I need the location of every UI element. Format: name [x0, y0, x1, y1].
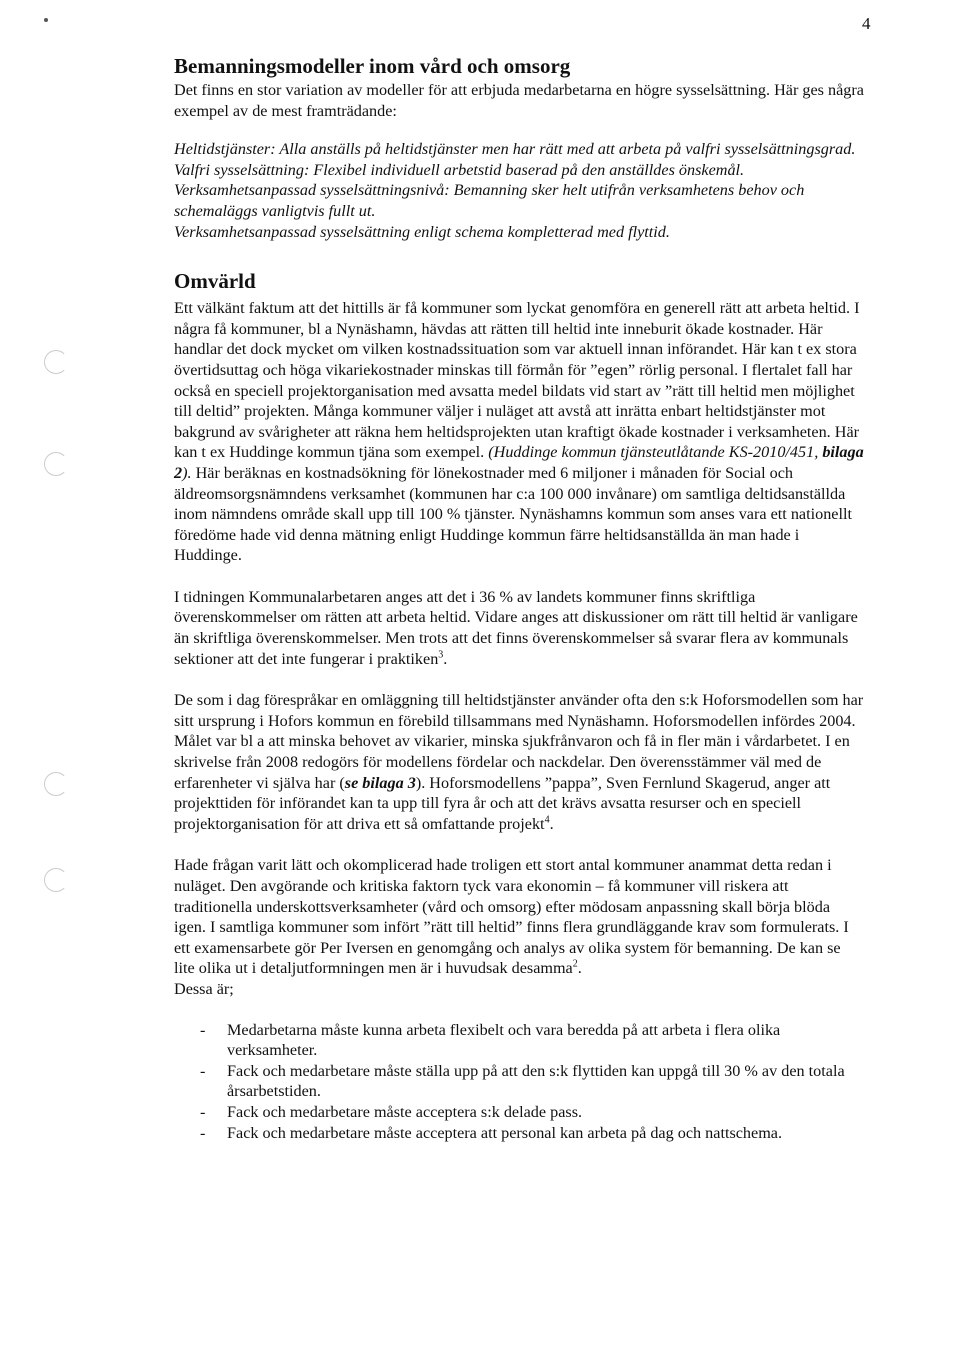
punch-hole-mark	[44, 772, 68, 796]
list-lead: Dessa är;	[174, 979, 234, 998]
paragraph-kommunalarbetaren: I tidningen Kommunalarbetaren anges att det i 36 % av landets kommuner finns skriftliga överenskommelser om rätten att arbeta heltid. Vidare anges att diskussioner om rätt till heltid är vanligare än skriftliga överenskommelser. Men trots att det finns överenskommelser så svarar flera av kommunals sektioner att det inte fungerar i praktiken$^3$.	[174, 587, 858, 668]
punch-hole-mark	[44, 452, 68, 476]
footnote-marker: 4	[544, 814, 550, 826]
model-item: Valfri sysselsättning: Flexibel individuell arbetstid baserad på den anställdes önskemål.	[174, 160, 745, 179]
model-list	[174, 139, 864, 242]
model-item: Verksamhetsanpassad sysselsättningsnivå: Bemanning sker helt utifrån verksamhetens behov och schemaläggs vanligtvis fullt ut.	[174, 181, 805, 220]
paragraph-krav: Hade frågan varit lätt och okomplicerad hade troligen ett stort antal kommuner anammat detta redan i nuläget. Den avgörande och kritiska faktorn tyck vara ekonomin – få kommuner vill riskera att traditionella underskottsverksamheter (vård och omsorg) efter mödosam anpassning skall börja blöda igen. I samtliga kommuner som infört ”rätt till heltid” finns flera grundläggande krav som formulerats. I ett examensarbete gör Per Iversen en genomgång och analys av olika system för bemanning. De kan se lite olika ut i detaljutformningen men är i huvudsak desamma$^2$. Dessa är;	[174, 856, 849, 998]
list-item: - Fack och medarbetare måste acceptera s:k delade pass.	[200, 1102, 583, 1121]
model-item: Verksamhetsanpassad sysselsättning enligt schema kompletterad med flyttid.	[174, 222, 670, 241]
reference-bilaga-3: se bilaga 3	[344, 773, 416, 792]
list-item: - Fack och medarbetare måste ställa upp på att den s:k flyttiden kan uppgå till 30 % av den totala årsarbetstiden.	[200, 1061, 845, 1101]
punch-hole-mark	[44, 350, 68, 374]
scan-speck	[44, 18, 48, 22]
section-heading-omvarld: Omvärld	[174, 269, 256, 294]
model-item: Heltidstjänster: Alla anställs på heltidstjänster men har rätt med att arbeta på valfri sysselsättningsgrad.	[174, 140, 856, 159]
list-item: - Medarbetarna måste kunna arbeta flexibelt och vara beredda på att arbeta i flera olika verksamheter.	[200, 1020, 781, 1060]
paragraph-hoforsmodellen: De som i dag förespråkar en omläggning till heltidstjänster använder ofta den s:k Hoforsmodellen som har sitt ursprung i Hofors kommun en förebild tillsammans med Nynäshamn. Hoforsmodellen infördes 2004. Målet var bl a att minska behovet av vikarier, minska sjukfrånvaron och få in fler män i vårdarbetet. I en skrivelse från 2008 redogörs för modellens fördelar och nackdelar. Den överensstämmer väl med de erfarenheter vi själva har (se bilaga 3). Hoforsmodellens ”pappa”, Sven Fernlund Skagerud, anger att projekttiden för införandet kan ta upp till fyra år och att det krävs avsatta resurser och en speciell projektorganisation för att driva ett så omfattande projekt$^4$.	[174, 691, 864, 833]
footnote-marker: 3	[438, 649, 444, 661]
section-heading-bemanningsmodeller: Bemanningsmodeller inom vård och omsorg	[174, 54, 571, 78]
paragraph-omvarld-1: Ett välkänt faktum att det hittills är få kommuner som lyckat genomföra en generell rätt att arbeta heltid. I några få kommuner, bl a Nynäshamn, hävdas att rätten till heltid inte inneburit ökade kostnader. Här handlar det dock mycket om vilken kostnadssituation som var aktuell innan införandet. Här kan t ex stora övertidsuttag och höga vikariekostnader minskas till förmån för ”egen” rörlig personal. I flertalet fall har också en speciell projektorganisation med avsatta medel bildats vid start av ”rätt till heltid men möjlighet till deltid” projekten. Många kommuner väljer i nuläget att avstå att inrätta enbart heltidstjänster mot bakgrund av svårigheter att räkna hem heltidsprojekten utan kraftigt ökade kostnader i verksamheten. Här kan t ex Huddinge kommun tjäna som exempel. (Huddinge kommun tjänsteutlåtande KS-2010/451, bilaga 2). Här beräknas en kostnadsökning för lönekostnader med 6 miljoner i månaden för Social och äldreomsorgsnämndens verksamhet (kommunen har c:a 100 000 invånare) om samtliga deltidsanställda inom nämndens område skall upp till 100 % tjänster. Nynäshamns kommun som anses vara ett nationellt föredöme hade vid denna mätning enligt Huddinge kommun färre heltidsanställda än man hade i Huddinge.	[174, 299, 864, 565]
page-number: 4	[862, 14, 871, 33]
requirements-list	[174, 1020, 864, 1144]
reference-huddinge: (Huddinge kommun tjänsteutlåtande KS-2010/451, bilaga 2).	[174, 443, 864, 482]
list-item: - Fack och medarbetare måste acceptera att personal kan arbeta på dag och nattschema.	[200, 1123, 783, 1142]
intro-paragraph: Det finns en stor variation av modeller för att erbjuda medarbetarna en högre sysselsättning. Här ges några exempel av de mest framträdande:	[174, 81, 864, 120]
punch-hole-mark	[44, 868, 68, 892]
document-body	[174, 52, 864, 1143]
footnote-marker: 2	[572, 958, 578, 970]
